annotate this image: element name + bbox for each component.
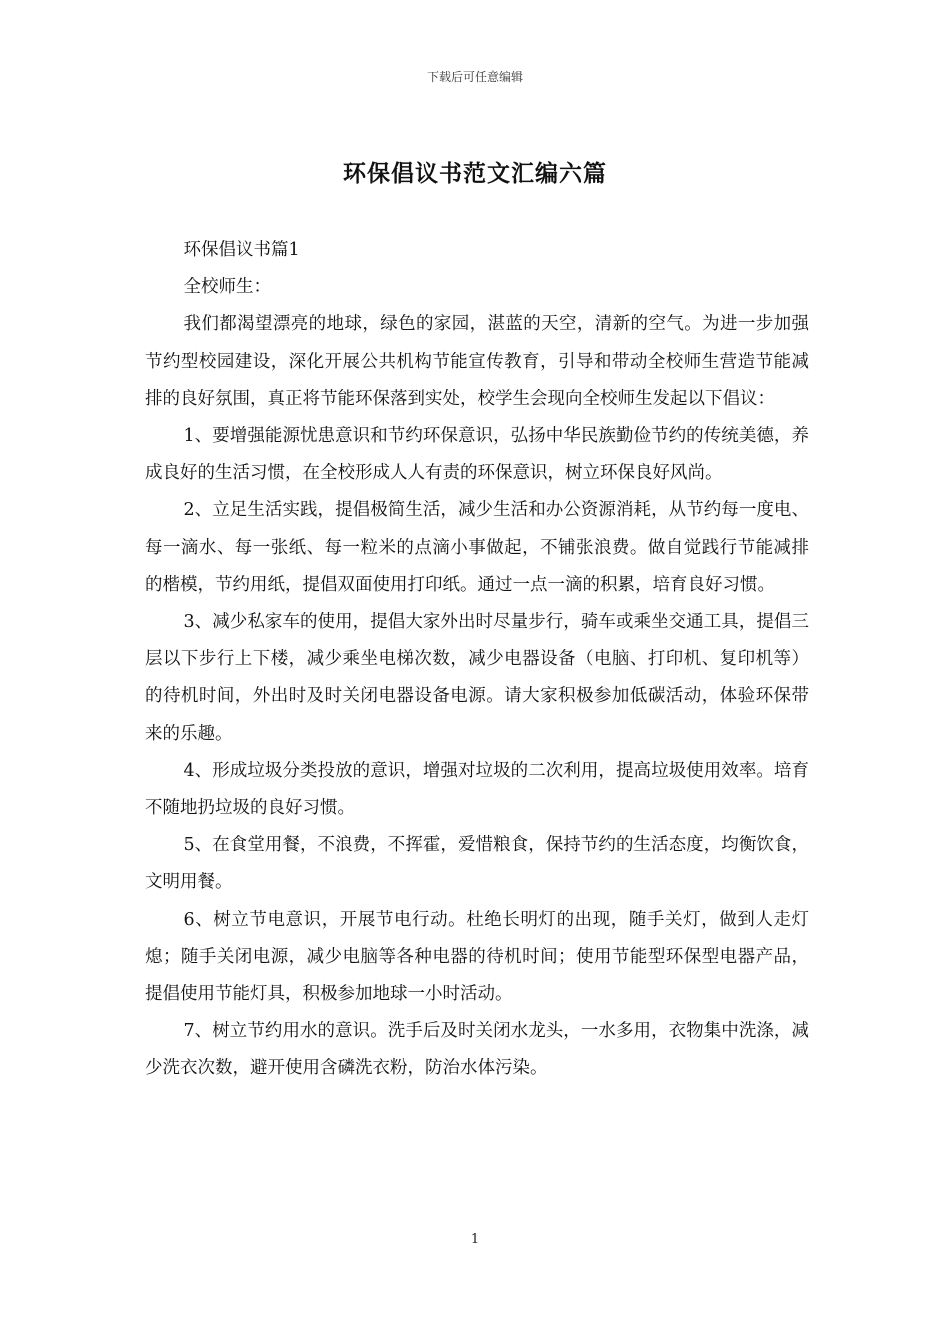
proposal-item-1: 1、要增强能源忧患意识和节约环保意识，弘扬中华民族勤俭节约的传统美德，养成良好的生活习惯，在全校形成人人有责的环保意识，树立环保良好风尚。 bbox=[145, 426, 809, 484]
proposal-item-3: 3、减少私家车的使用，提倡大家外出时尽量步行，骑车或乘坐交通工具，提倡三层以下步行上下楼，减少乘坐电梯次数，减少电器设备（电脑、打印机、复印机等）的待机时间，外出时及时关闭电器设备电源。请大家积极参加低碳活动，体验环保带来的乐趣。 bbox=[145, 612, 809, 744]
proposal-item-4: 4、形成垃圾分类投放的意识，增强对垃圾的二次利用，提高垃圾使用效率。培育不随地扔垃圾的良好习惯。 bbox=[145, 760, 809, 819]
document-body bbox=[145, 232, 809, 1088]
page-header-note: 下载后可任意编辑 bbox=[426, 70, 523, 84]
proposal-item-5: 5、在食堂用餐，不浪费，不挥霍，爱惜粮食，保持节约的生活态度，均衡饮食，文明用餐。 bbox=[145, 835, 809, 893]
proposal-item-7: 7、树立节约用水的意识。洗手后及时关闭水龙头，一水多用，衣物集中洗涤，减少洗衣次数，避开使用含磷洗衣粉，防治水体污染。 bbox=[145, 1021, 809, 1079]
intro-paragraph: 我们都渴望漂亮的地球，绿色的家园，湛蓝的天空，清新的空气。为进一步加强节约型校园建设，深化开展公共机构节能宣传教育，引导和带动全校师生营造节能减排的良好氛围，真正将节能环保落到实处，校学生会现向全校师生发起以下倡议： bbox=[145, 314, 809, 409]
proposal-item-2: 2、立足生活实践，提倡极简生活，减少生活和办公资源消耗，从节约每一度电、每一滴水、每一张纸、每一粒米的点滴小事做起，不铺张浪费。做自觉践行节能减排的楷模，节约用纸，提倡双面使用打印纸。通过一点一滴的积累，培育良好习惯。 bbox=[145, 500, 809, 595]
section-heading: 环保倡议书篇1 bbox=[183, 240, 300, 260]
page-number: 1 bbox=[470, 1232, 480, 1247]
document-title: 环保倡议书范文汇编六篇 bbox=[343, 160, 607, 187]
proposal-item-6: 6、树立节电意识，开展节电行动。杜绝长明灯的出现，随手关灯，做到人走灯熄；随手关闭电源，减少电脑等各种电器的待机时间；使用节能型环保型电器产品，提倡使用节能灯具，积极参加地球一小时活动。 bbox=[145, 909, 809, 1005]
salutation: 全校师生： bbox=[183, 277, 271, 298]
